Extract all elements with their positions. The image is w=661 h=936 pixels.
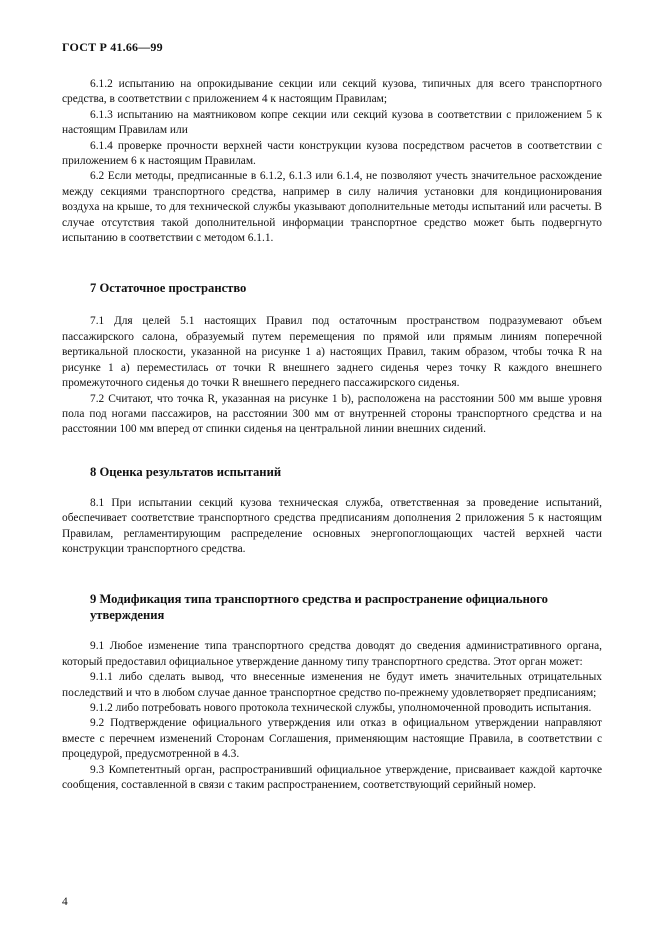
- paragraph-9-1-2: 9.1.2 либо потребовать нового протокола технической службы, уполномоченной проводить испытания.: [90, 701, 592, 714]
- paragraph-6-1-2: 6.1.2 испытанию на опрокидывание секции или секций кузова, типичных для всего транспортного средства, в соответствии с приложением 4 к настоящим Правилам;: [62, 78, 602, 106]
- paragraph-9-1-1: 9.1.1 либо сделать вывод, что внесенные изменения не будут иметь значительных отрицательных последствий и что в любом случае данное транспортное средство по-прежнему удовлетворяет предписаниям;: [62, 671, 602, 699]
- document-header: ГОСТ Р 41.66—99: [62, 40, 163, 54]
- paragraph-9-1: 9.1 Любое изменение типа транспортного средства доводят до сведения административного органа, который предоставил официальное утверждение данному типу транспортного средства. Этот орган может:: [62, 640, 602, 668]
- section-9-heading: [62, 591, 602, 623]
- paragraph-9-3: 9.3 Компетентный орган, распространивший официальное утверждение, присваивает каждой карточке сообщения, составленной в связи с таким распространением, соответствующий серийный номер.: [62, 763, 602, 791]
- paragraph-6-1-4: 6.1.4 проверке прочности верхней части конструкции кузова посредством расчетов в соответствии с приложением 6 к настоящим Правилам.: [62, 139, 602, 168]
- paragraph-7-1: 7.1 Для целей 5.1 настоящих Правил под остаточным пространством подразумевают объем пассажирского салона, образуемый путем перемещения по прямой или прямым линиям поперечной вертикальной плоскости, указанной на рисунке 1 а) настоящих Правил, таким образом, чтобы точка R на рисунке 1 а) переместилась от точки R внешнего заднего сиденья через точку R каждого внешнего промежуточного сиденья до точки R внешнего переднего пассажирского сиденья.: [62, 315, 602, 390]
- paragraph-6-1-3: 6.1.3 испытанию на маятниковом копре секции или секций кузова в соответствии с приложением 5 к настоящим Правилам или: [62, 108, 602, 137]
- paragraph-6-2: 6.2 Если методы, предписанные в 6.1.2, 6.1.3 или 6.1.4, не позволяют учесть значительное расхождение между секциями транспортного средства, например в силу наличия установки для кондиционирования воздуха на крыше, то для технической службы указывают дополнительные методы испытаний или расчеты. В случае отсутствия такой дополнительной информации транспортное средство может быть подвергнуто испытанию в соответствии с методом 6.1.1.: [62, 170, 602, 245]
- section-9-heading-line1: 9 Модификация типа транспортного средства и распространение официального: [90, 592, 548, 607]
- section-8-heading: 8 Оценка результатов испытаний: [90, 464, 282, 479]
- page-number: 4: [62, 896, 68, 908]
- paragraph-9-2: 9.2 Подтверждение официального утверждения или отказ в официальном утверждении направляют вместе с перечнем изменений Сторонам Соглашения, применяющим настоящие Правила, в соответствии с процедурой, предусмотренной в 4.3.: [62, 717, 602, 761]
- paragraph-7-2: 7.2 Считают, что точка R, указанная на рисунке 1 b), расположена на расстоянии 500 мм выше уровня пола под ногами пассажиров, на расстоянии 300 мм от внутренней стороны транспортного средства и на расстоянии 100 мм вперед от спинки сиденья на центральной линии внешних сидений.: [62, 392, 602, 436]
- document-page: [62, 40, 602, 793]
- section-7-heading: 7 Остаточное пространство: [90, 281, 247, 296]
- paragraph-8-1: 8.1 При испытании секций кузова техническая служба, ответственная за проведение испытаний, обеспечивает соответствие транспортного средства предписаниям дополнения 2 приложения 5 к настоящим Правилам, регламентирующим распределение основных энергопоглощающих частей верхней части конструкции транспортного средства.: [62, 496, 602, 555]
- section-9-heading-line2: утверждения: [90, 608, 165, 623]
